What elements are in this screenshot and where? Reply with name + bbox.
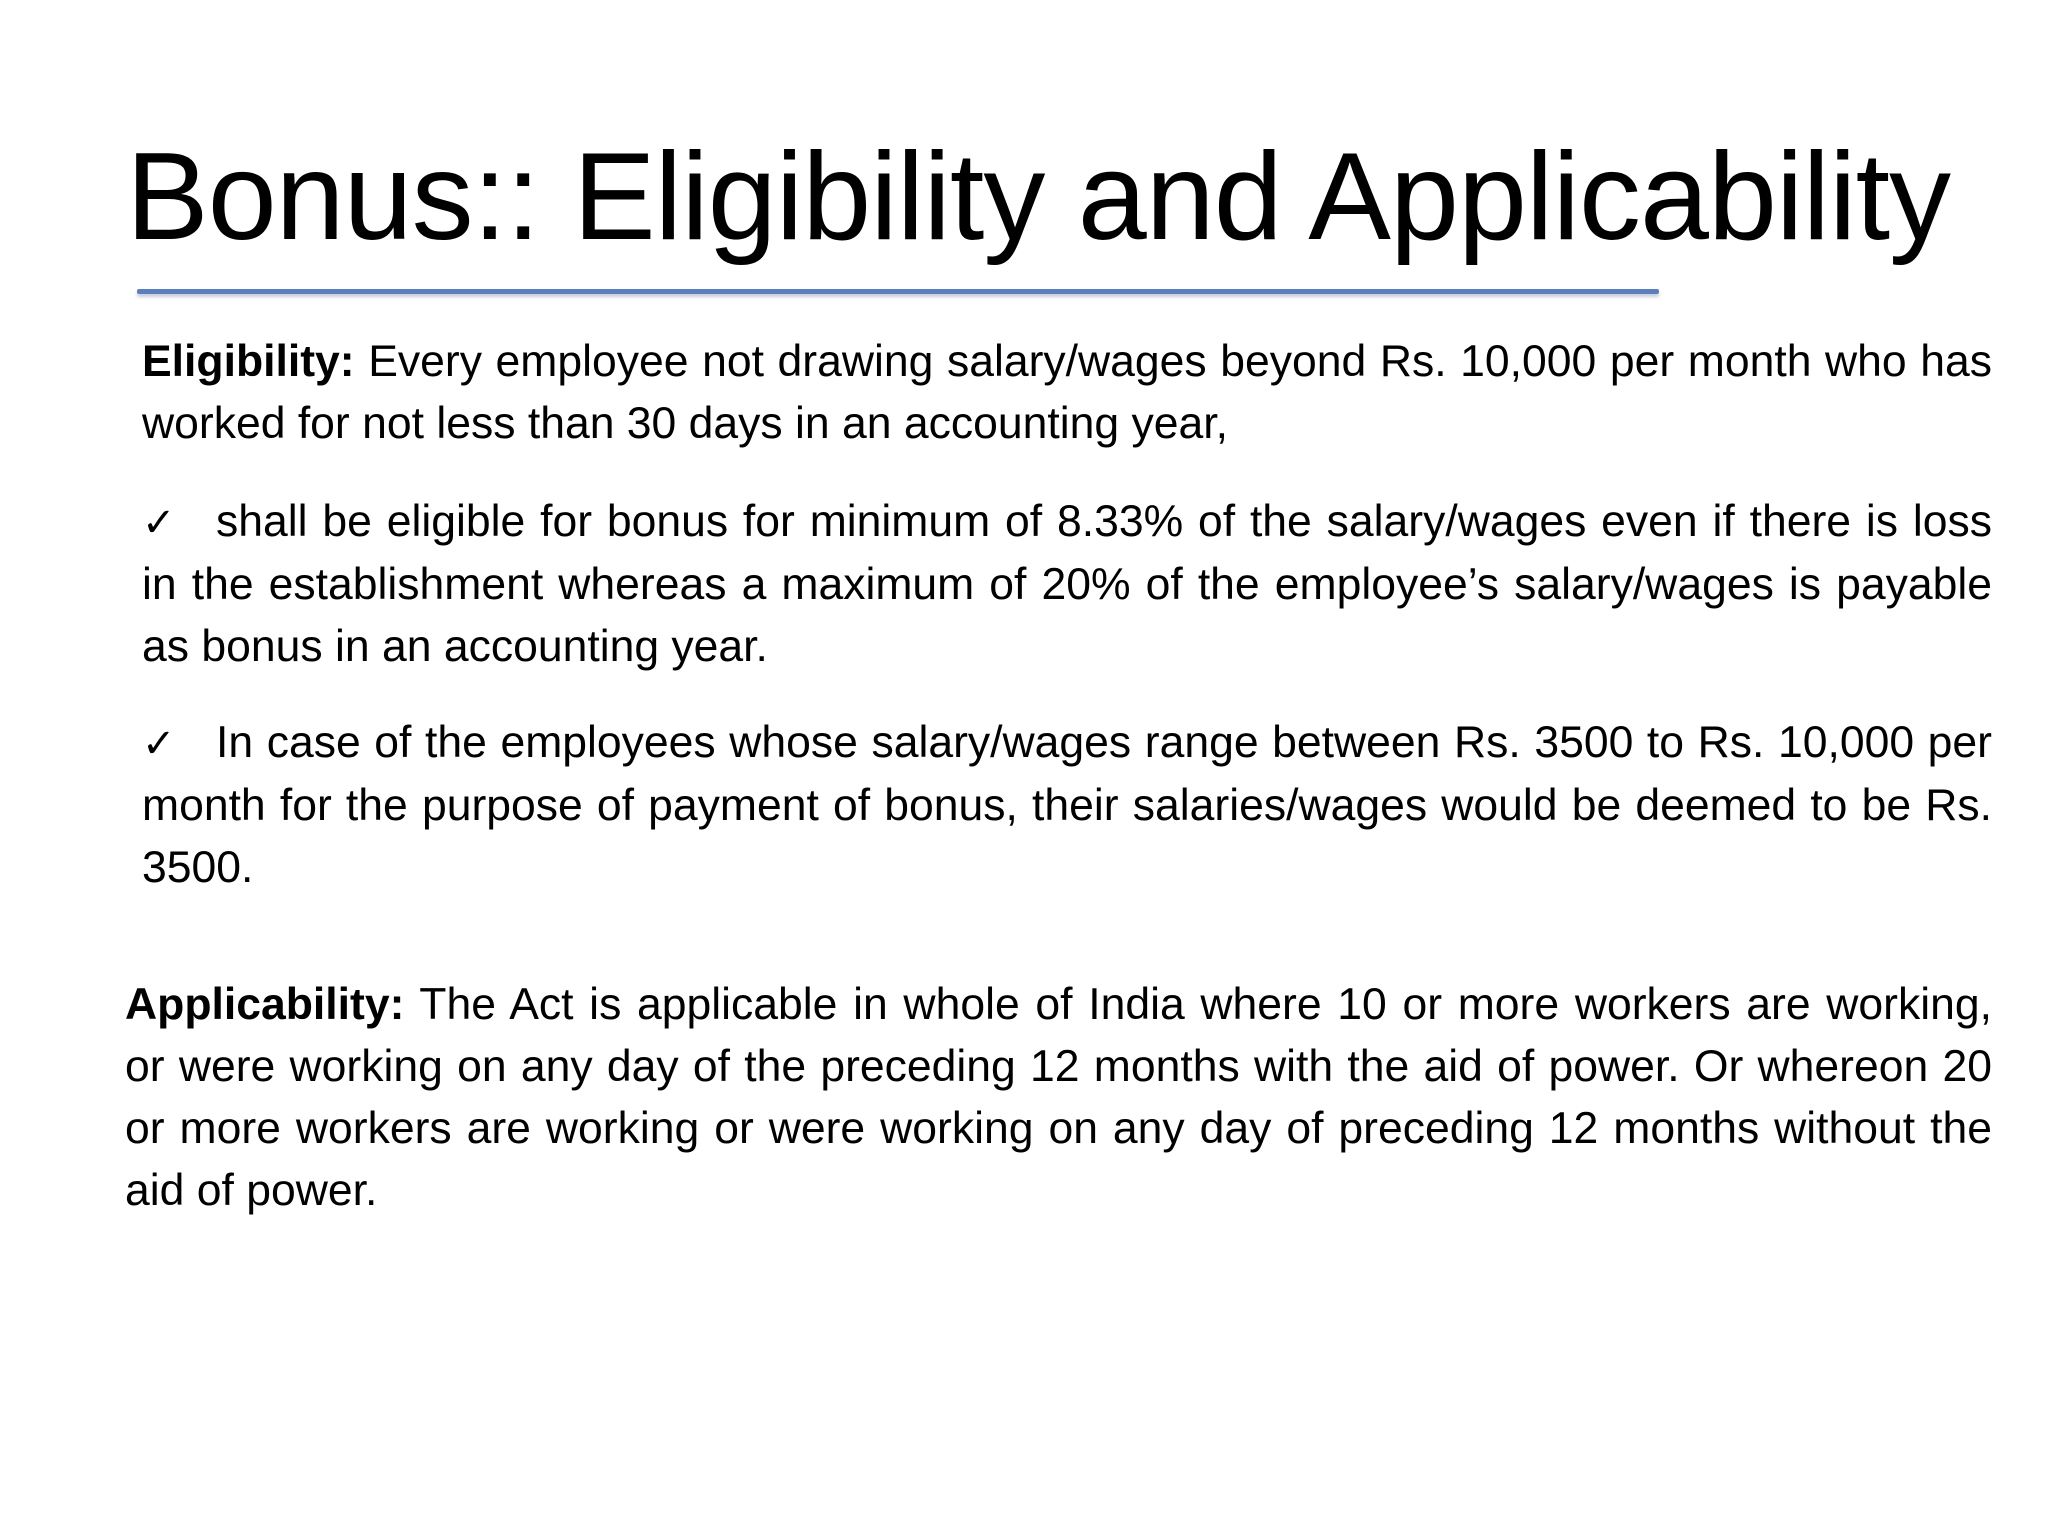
applicability-label: Applicability: — [125, 980, 405, 1029]
title-divider — [137, 289, 1659, 294]
applicability-paragraph — [125, 974, 1992, 1222]
bullet-item — [142, 491, 1992, 678]
checkmark-icon: ✓ — [142, 501, 176, 545]
bullet-item — [142, 712, 1992, 899]
eligibility-text: Every employee not drawing salary/wages beyond Rs. 10,000 per month who has worked for not less than 30 days in an accounting year, — [142, 337, 1992, 448]
checkmark-icon: ✓ — [142, 722, 176, 766]
applicability-text: The Act is applicable in whole of India where 10 or more workers are working, or were working on any day of the preceding 12 months with the aid of power. Or whereon 20 or more workers are working or were working on any day of preceding 12 months without the aid of power. — [125, 980, 1992, 1215]
eligibility-label: Eligibility: — [142, 337, 355, 386]
slide-title: Bonus:: Eligibility and Applicability — [126, 128, 1951, 266]
eligibility-paragraph — [142, 331, 1992, 455]
bullet-text: In case of the employees whose salary/wages range between Rs. 3500 to Rs. 10,000 per month for the purpose of payment of bonus, their salaries/wages would be deemed to be Rs. 3500. — [142, 718, 1992, 892]
bullet-text: shall be eligible for bonus for minimum of 8.33% of the salary/wages even if there is loss in the establishment whereas a maximum of 20% of the employee’s salary/wages is payable as bonus in an accounting year. — [142, 497, 1992, 671]
